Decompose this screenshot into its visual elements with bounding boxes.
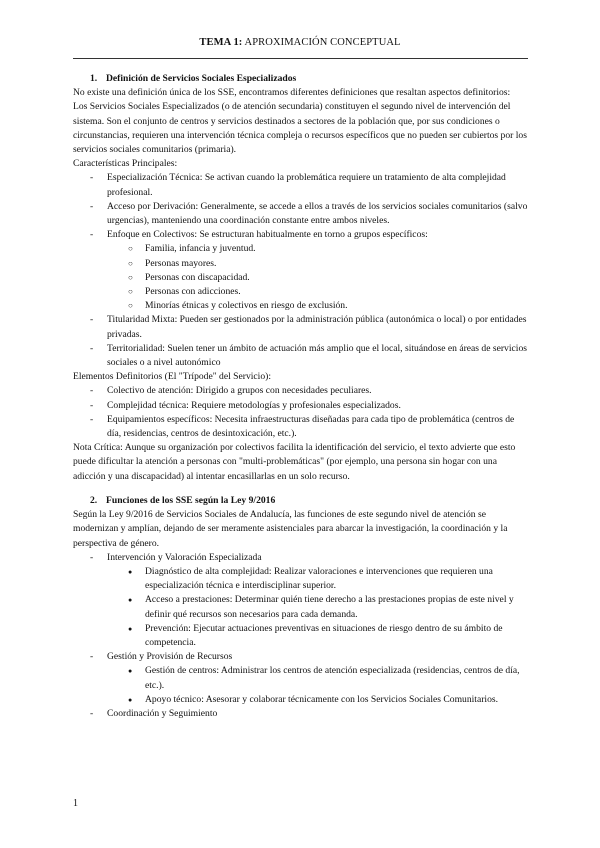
function-item: ● Prevención: Ejecutar actuaciones preventivas en situaciones de riesgo dentro de su ámbito de competencia. <box>73 622 528 650</box>
group-item: ○ Personas con discapacidad. <box>73 271 528 285</box>
function-item: ● Acceso a prestaciones: Determinar quién tiene derecho a las prestaciones propias de este nivel y definir qué recursos son necesarios para cada demanda. <box>73 593 528 621</box>
function-group-title: - Coordinación y Seguimiento <box>73 707 528 721</box>
group-item: ○ Minorías étnicas y colectivos en riesgo de exclusión. <box>73 299 528 313</box>
section-1-heading <box>73 72 528 86</box>
group-item: ○ Personas con adicciones. <box>73 285 528 299</box>
header-topic-label: TEMA 1: <box>199 37 243 48</box>
feature-item: - Territorialidad: Suelen tener un ámbito de actuación más amplio que el local, situándose en áreas de servicios sociales o a nivel autonómico <box>73 342 528 370</box>
document-body <box>73 70 528 721</box>
page-number: 1 <box>73 798 78 809</box>
function-item: ● Gestión de centros: Administrar los centros de atención especializada (residencias, centros de día, etc.). <box>73 664 528 692</box>
section-2-number: 2. <box>90 494 98 506</box>
section-2-title: Funciones de los SSE según la Ley 9/2016 <box>106 494 276 506</box>
group-item: ○ Personas mayores. <box>73 257 528 271</box>
function-group-title: - Intervención y Valoración Especializada <box>73 551 528 565</box>
group-item: ○ Familia, infancia y juventud. <box>73 242 528 256</box>
element-item: - Colectivo de atención: Dirigido a grupos con necesidades peculiares. <box>73 384 528 398</box>
function-group-title: - Gestión y Provisión de Recursos <box>73 650 528 664</box>
section-2-intro: Según la Ley 9/2016 de Servicios Sociales de Andalucía, las funciones de este segundo nivel de atención se modernizan y amplían, dejando de ser meramente asistenciales para abarcar la investigación, la coordinación y la perspectiva de género. <box>73 509 508 549</box>
feature-item: - Titularidad Mixta: Pueden ser gestionados por la administración pública (autonómica o local) o por entidades privadas. <box>73 313 528 341</box>
header-divider <box>73 58 528 59</box>
feature-item: - Enfoque en Colectivos: Se estructuran habitualmente en torno a grupos específicos: <box>73 228 528 242</box>
section-1-number: 1. <box>90 73 98 84</box>
section-1-intro: No existe una definición única de los SSE, encontramos diferentes definiciones que resaltan aspectos definitorios: <box>73 87 511 99</box>
section-1-title: Definición de Servicios Sociales Especializados <box>106 73 297 84</box>
section-spacer <box>73 484 528 492</box>
feature-item: - Acceso por Derivación: Generalmente, se accede a ellos a través de los servicios sociales comunitarios (salvo urgencias), manteniendo una coordinación constante entre ambos niveles. <box>73 200 528 228</box>
function-item: ● Apoyo técnico: Asesorar y colaborar técnicamente con los Servicios Sociales Comunitarios. <box>73 693 528 707</box>
elements-title: Elementos Definitorios (El "Trípode" del Servicio): <box>73 371 271 383</box>
section-1-definition: Los Servicios Sociales Especializados (o de atención secundaria) constituyen el segundo nivel de intervención del sistema. Son el conjunto de centros y servicios destinados a sectores de la población que, por sus condiciones o circunstancias, requieren una intervención técnica compleja o recursos específicos que no pueden ser cubiertos por los servicios sociales comunitarios (primaria). <box>73 101 527 156</box>
header-title: APROXIMACIÓN CONCEPTUAL <box>242 37 401 48</box>
critical-note: Nota Crítica: Aunque su organización por colectivos facilita la identificación del servicio, el texto advierte que esto puede dificultar la atención a personas con "multi-problemáticas" (por ejemplo, una persona sin hogar con una adicción y una discapacidad) al intentar encasillarlas en un solo recurso. <box>73 442 516 482</box>
function-item: ● Diagnóstico de alta complejidad: Realizar valoraciones e intervenciones que requieren una especialización técnica e interdisciplinar superior. <box>73 565 528 593</box>
feature-item: - Especialización Técnica: Se activan cuando la problemática requiere un tratamiento de alta complejidad profesional. <box>73 171 528 199</box>
section-2-heading <box>73 494 528 508</box>
page-header <box>0 37 600 48</box>
element-item: - Complejidad técnica: Requiere metodologías y profesionales especializados. <box>73 399 528 413</box>
features-title: Características Principales: <box>73 158 178 170</box>
element-item: - Equipamientos específicos: Necesita infraestructuras diseñadas para cada tipo de problemática (centros de día, residencias, centros de desintoxicación, etc.). <box>73 413 528 441</box>
